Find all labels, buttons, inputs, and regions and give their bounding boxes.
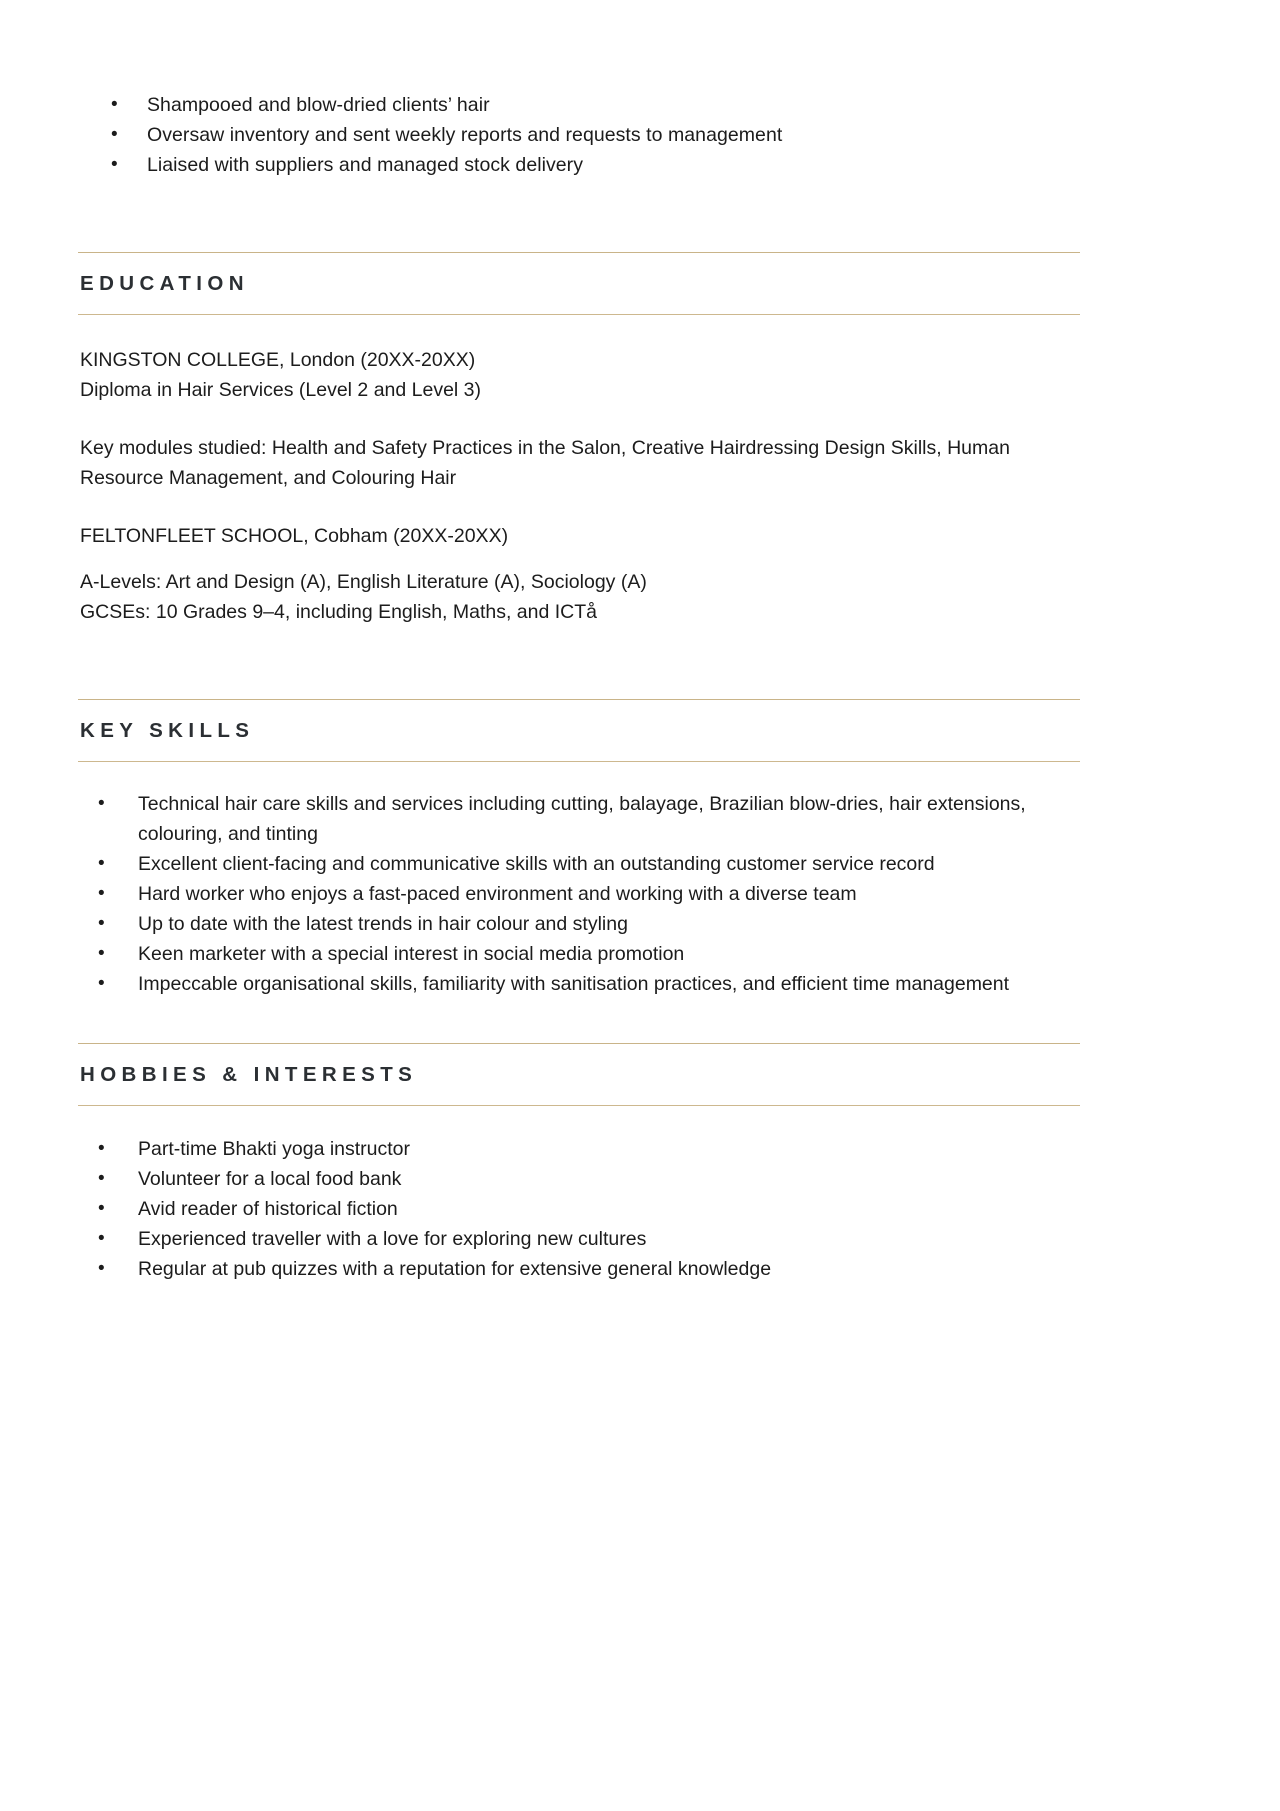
list-item-text: Hard worker who enjoys a fast-paced environment and working with a diverse team	[138, 883, 857, 905]
education-gcses: GCSEs: 10 Grades 9–4, including English, Maths, and ICTå	[80, 601, 598, 623]
list-item-text: Regular at pub quizzes with a reputation for extensive general knowledge	[138, 1258, 772, 1280]
section-key-skills	[78, 699, 1080, 999]
education-entry-feltonfleet	[78, 521, 1080, 627]
list-item-text: Volunteer for a local food bank	[138, 1168, 402, 1190]
bullet-icon: •	[98, 1258, 105, 1279]
education-qualification: Diploma in Hair Services (Level 2 and Level 3)	[80, 379, 482, 401]
bullet-icon: •	[98, 793, 105, 814]
bullet-icon: •	[98, 1228, 105, 1249]
bullet-icon: •	[98, 1138, 105, 1159]
list-item	[98, 789, 1043, 849]
list-item	[98, 849, 1043, 879]
section-heading-key-skills: KEY SKILLS	[80, 719, 255, 742]
bullet-icon: •	[98, 943, 105, 964]
section-heading-hobbies-interests: HOBBIES & INTERESTS	[80, 1063, 418, 1086]
list-item-text: Avid reader of historical fiction	[138, 1198, 398, 1220]
list-item-text: Experienced traveller with a love for exploring new cultures	[138, 1228, 647, 1250]
list-item-text: Up to date with the latest trends in hair colour and styling	[138, 913, 628, 935]
bullet-icon: •	[98, 1198, 105, 1219]
list-item-text: Excellent client-facing and communicative skills with an outstanding customer service record	[138, 853, 935, 875]
education-entry-kingston	[78, 345, 1080, 493]
list-item	[98, 909, 1043, 939]
bullet-icon: •	[98, 973, 105, 994]
list-item-text: Shampooed and blow-dried clients’ hair	[147, 94, 490, 116]
education-modules: Key modules studied: Health and Safety Practices in the Salon, Creative Hairdressing Design Skills, Human Resource Management, and Colouring Hair	[80, 437, 1010, 489]
list-item-text: Impeccable organisational skills, familiarity with sanitisation practices, and efficient time management	[138, 973, 1010, 995]
continued-experience-list	[78, 0, 1080, 180]
bullet-icon: •	[98, 853, 105, 874]
list-item-text: Keen marketer with a special interest in social media promotion	[138, 943, 685, 965]
bullet-icon: •	[111, 124, 118, 145]
page-content	[78, 0, 1080, 1284]
key-skills-list	[78, 789, 1080, 999]
list-item	[98, 1164, 1043, 1194]
list-item	[78, 150, 1080, 180]
list-item-text: Technical hair care skills and services including cutting, balayage, Brazilian blow-dries, hair extensions, colouring, and tinting	[138, 793, 1026, 845]
list-item	[98, 1224, 1043, 1254]
section-heading-education: EDUCATION	[80, 272, 249, 295]
hobbies-list	[78, 1134, 1080, 1284]
list-item	[78, 120, 1080, 150]
list-item	[98, 879, 1043, 909]
list-item	[98, 1194, 1043, 1224]
list-item-text: Liaised with suppliers and managed stock delivery	[147, 154, 584, 176]
bullet-icon: •	[98, 883, 105, 904]
section-hobbies-interests	[78, 1043, 1080, 1284]
education-school-name: KINGSTON COLLEGE, London (20XX-20XX)	[80, 349, 476, 371]
list-item	[98, 1254, 1043, 1284]
list-item	[98, 1134, 1043, 1164]
education-school-name: FELTONFLEET SCHOOL, Cobham (20XX-20XX)	[80, 525, 509, 547]
list-item	[98, 939, 1043, 969]
list-item-text: Part-time Bhakti yoga instructor	[138, 1138, 411, 1160]
list-item-text: Oversaw inventory and sent weekly reports and requests to management	[147, 124, 783, 146]
bullet-icon: •	[111, 154, 118, 175]
bullet-icon: •	[98, 913, 105, 934]
bullet-icon: •	[98, 1168, 105, 1189]
education-a-levels: A-Levels: Art and Design (A), English Literature (A), Sociology (A)	[80, 571, 647, 593]
list-item	[78, 90, 1080, 120]
list-item	[98, 969, 1043, 999]
bullet-icon: •	[111, 94, 118, 115]
section-education	[78, 252, 1080, 627]
